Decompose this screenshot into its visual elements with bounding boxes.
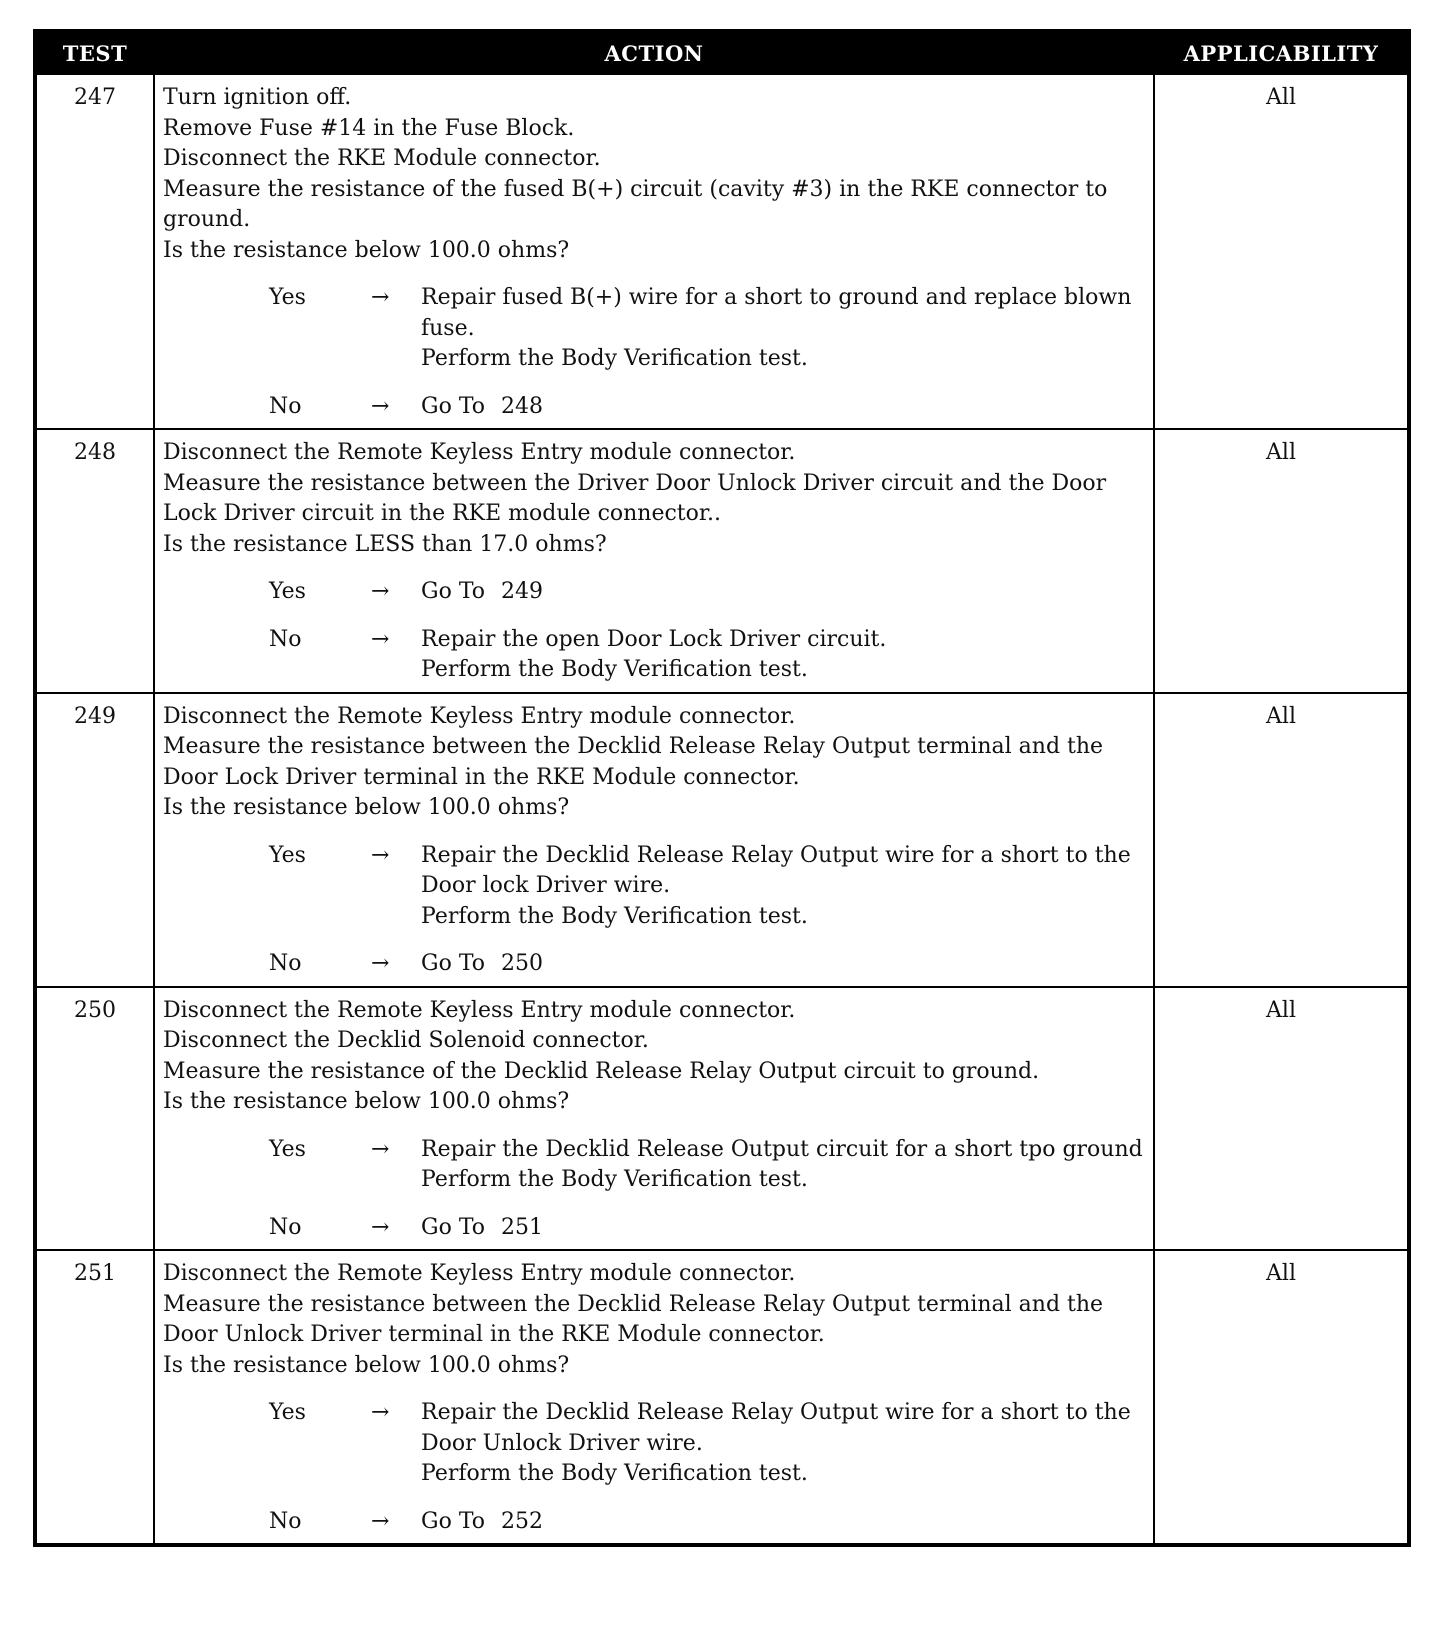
action-cell bbox=[154, 693, 1154, 987]
no-outcome bbox=[163, 1507, 1147, 1538]
outcome-line: Repair the Decklid Release Output circuit for a short tpo ground bbox=[421, 1136, 1143, 1162]
no-outcome bbox=[163, 1213, 1147, 1244]
yes-outcome bbox=[163, 283, 1147, 375]
action-step: Measure the resistance of the Decklid Release Relay Output circuit to ground. bbox=[163, 1058, 1040, 1084]
yes-label: Yes bbox=[269, 1400, 306, 1425]
goto-label: Go To bbox=[421, 579, 486, 604]
outcome-line: Repair the open Door Lock Driver circuit. bbox=[421, 626, 887, 652]
action-step: Disconnect the Remote Keyless Entry module connector. bbox=[163, 440, 796, 465]
table-header bbox=[35, 31, 1409, 74]
goto-test-link[interactable]: 248 bbox=[501, 393, 544, 419]
applicability: All bbox=[1154, 429, 1409, 693]
action-step: Disconnect the Remote Keyless Entry module connector. bbox=[163, 997, 796, 1023]
yes-outcome-text bbox=[421, 841, 1147, 933]
no-outcome bbox=[163, 625, 1147, 686]
yes-label: Yes bbox=[269, 579, 306, 604]
action-step: Turn ignition off. bbox=[163, 85, 352, 110]
action-cell bbox=[154, 987, 1154, 1251]
yes-outcome bbox=[163, 841, 1147, 933]
action-cell bbox=[154, 429, 1154, 693]
action-step: Is the resistance below 100.0 ohms? bbox=[163, 237, 570, 263]
outcome-line: Perform the Body Verification test. bbox=[421, 657, 808, 682]
yes-outcome bbox=[163, 1398, 1147, 1490]
action-cell bbox=[154, 74, 1154, 429]
goto-label: Go To bbox=[421, 951, 486, 976]
no-outcome bbox=[163, 949, 1147, 980]
test-row-249 bbox=[35, 693, 1409, 987]
header-applicability: APPLICABILITY bbox=[1154, 31, 1409, 74]
yes-outcome-text bbox=[421, 1135, 1147, 1196]
right-arrow-icon: → bbox=[371, 579, 390, 604]
yes-outcome-text bbox=[421, 1398, 1147, 1490]
test-row-248 bbox=[35, 429, 1409, 693]
no-outcome-text bbox=[421, 949, 1147, 980]
test-number: 251 bbox=[35, 1250, 154, 1545]
outcome-line: Repair the Decklid Release Relay Output wire for a short to the Door Unlock Driver wire. bbox=[421, 1400, 1131, 1456]
header-row bbox=[35, 31, 1409, 74]
no-outcome bbox=[163, 392, 1147, 423]
right-arrow-icon: → bbox=[371, 1136, 390, 1162]
test-row-247 bbox=[35, 74, 1409, 429]
test-row-250 bbox=[35, 987, 1409, 1251]
action-step: Remove Fuse #14 in the Fuse Block. bbox=[163, 115, 575, 141]
goto-test-link[interactable]: 249 bbox=[501, 579, 544, 604]
action-step: Disconnect the Remote Keyless Entry module connector. bbox=[163, 1261, 796, 1286]
test-number: 249 bbox=[35, 693, 154, 987]
right-arrow-icon: → bbox=[371, 842, 390, 868]
action-step: Measure the resistance of the fused B(+) circuit (cavity #3) in the RKE connector to ground. bbox=[163, 176, 1108, 232]
header-action: ACTION bbox=[154, 31, 1154, 74]
goto-label: Go To bbox=[421, 1508, 486, 1534]
no-outcome-text bbox=[421, 1213, 1147, 1244]
header-test: TEST bbox=[35, 31, 154, 74]
yes-label: Yes bbox=[269, 842, 306, 868]
no-outcome-text bbox=[421, 392, 1147, 423]
outcome-line: Perform the Body Verification test. bbox=[421, 1461, 808, 1486]
action-step: Is the resistance below 100.0 ohms? bbox=[163, 1352, 570, 1378]
goto-test-link[interactable]: 250 bbox=[501, 951, 544, 976]
goto-label: Go To bbox=[421, 393, 486, 419]
outcome-line: Repair the Decklid Release Relay Output wire for a short to the Door lock Driver wire. bbox=[421, 842, 1131, 898]
yes-outcome-text bbox=[421, 283, 1147, 375]
action-step: Measure the resistance between the Driver Door Unlock Driver circuit and the Door Lock Driver circuit in the RKE module connector.. bbox=[163, 470, 1107, 526]
action-step: Measure the resistance between the Decklid Release Relay Output terminal and the Door Unlock Driver terminal in the RKE Module connector. bbox=[163, 1291, 1104, 1347]
test-number: 247 bbox=[35, 74, 154, 429]
action-step: Disconnect the Decklid Solenoid connector. bbox=[163, 1028, 649, 1053]
right-arrow-icon: → bbox=[371, 1508, 390, 1534]
no-outcome-text bbox=[421, 625, 1147, 686]
applicability: All bbox=[1154, 693, 1409, 987]
test-number: 248 bbox=[35, 429, 154, 693]
yes-outcome bbox=[163, 577, 1147, 608]
no-label: No bbox=[269, 1508, 302, 1534]
outcome-line: Repair fused B(+) wire for a short to ground and replace blown fuse. bbox=[421, 285, 1132, 341]
action-step: Is the resistance below 100.0 ohms? bbox=[163, 1089, 570, 1114]
applicability: All bbox=[1154, 1250, 1409, 1545]
right-arrow-icon: → bbox=[371, 1400, 390, 1425]
goto-label: Go To bbox=[421, 1214, 486, 1240]
right-arrow-icon: → bbox=[371, 285, 390, 310]
yes-label: Yes bbox=[269, 1136, 306, 1162]
action-step: Is the resistance below 100.0 ohms? bbox=[163, 795, 570, 820]
yes-outcome-text bbox=[421, 577, 1147, 608]
test-row-251 bbox=[35, 1250, 1409, 1545]
outcome-line: Perform the Body Verification test. bbox=[421, 346, 808, 371]
action-step: Measure the resistance between the Decklid Release Relay Output terminal and the Door Lock Driver terminal in the RKE Module connector. bbox=[163, 734, 1104, 790]
outcome-line: Perform the Body Verification test. bbox=[421, 1167, 808, 1192]
diagnostic-test-table bbox=[33, 29, 1411, 1547]
no-label: No bbox=[269, 393, 302, 419]
no-label: No bbox=[269, 951, 302, 976]
goto-test-link[interactable]: 252 bbox=[501, 1508, 544, 1534]
right-arrow-icon: → bbox=[371, 626, 390, 652]
no-outcome-text bbox=[421, 1507, 1147, 1538]
action-step: Disconnect the Remote Keyless Entry module connector. bbox=[163, 703, 796, 729]
test-number: 250 bbox=[35, 987, 154, 1251]
action-step: Disconnect the RKE Module connector. bbox=[163, 146, 601, 171]
yes-label: Yes bbox=[269, 285, 306, 310]
right-arrow-icon: → bbox=[371, 393, 390, 419]
applicability: All bbox=[1154, 74, 1409, 429]
yes-outcome bbox=[163, 1135, 1147, 1196]
action-cell bbox=[154, 1250, 1154, 1545]
no-label: No bbox=[269, 1214, 302, 1240]
outcome-line: Perform the Body Verification test. bbox=[421, 903, 808, 929]
right-arrow-icon: → bbox=[371, 1214, 390, 1240]
no-label: No bbox=[269, 626, 302, 652]
applicability: All bbox=[1154, 987, 1409, 1251]
goto-test-link[interactable]: 251 bbox=[501, 1214, 544, 1240]
right-arrow-icon: → bbox=[371, 951, 390, 976]
table-body bbox=[35, 74, 1409, 1545]
action-step: Is the resistance LESS than 17.0 ohms? bbox=[163, 531, 607, 557]
